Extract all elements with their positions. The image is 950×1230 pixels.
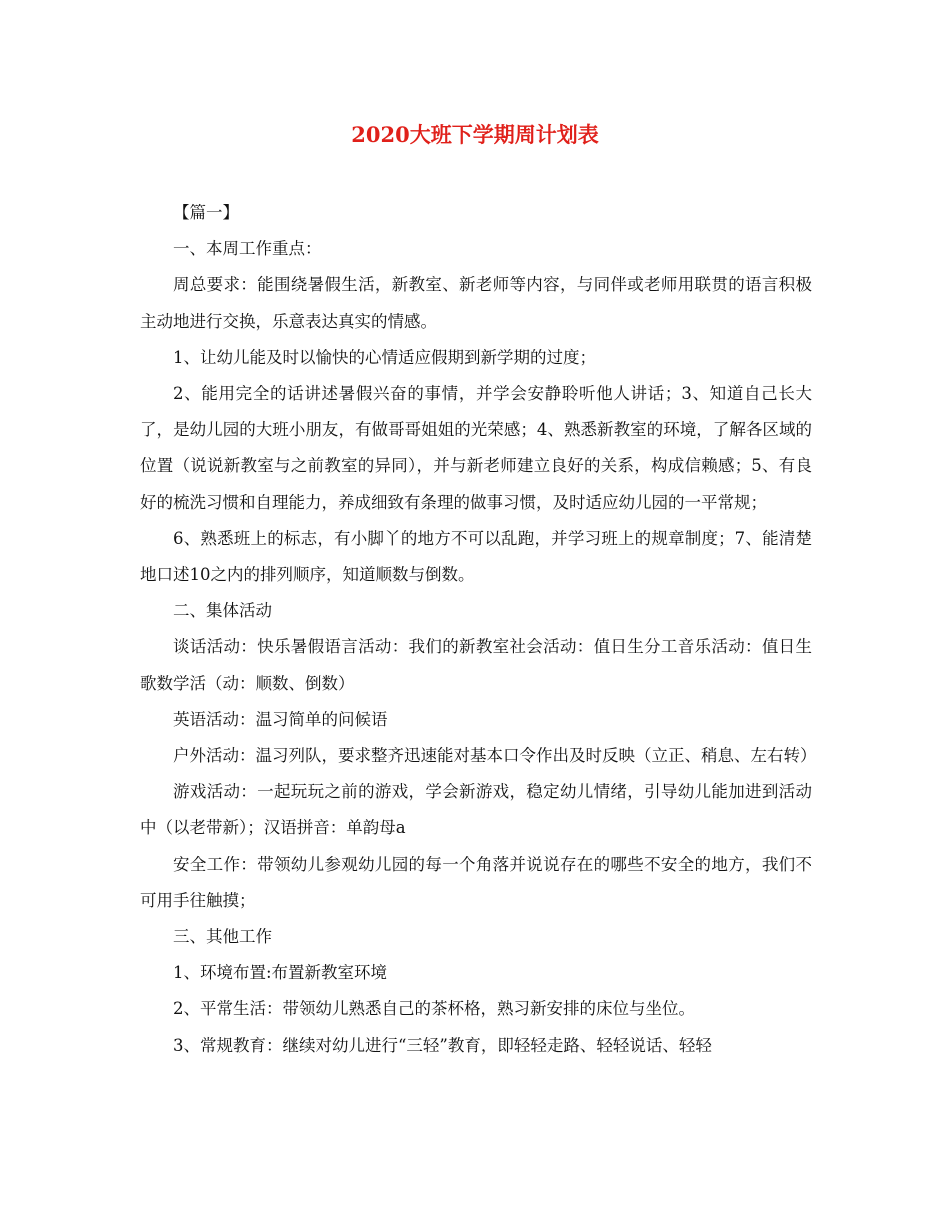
document-body <box>140 195 817 1064</box>
paragraph-items-2-5: 2、能用完全的话讲述暑假兴奋的事情，并学会安静聆听他人讲话；3、知道自己长大了，是幼儿园的大班小朋友，有做哥哥姐姐的光荣感；4、熟悉新教室的环境，了解各区域的位置（说说新教室与之前教室的异同），并与新老师建立良好的关系，构成信赖感；5、有良好的梳洗习惯和自理能力，养成细致有条理的做事习惯，及时适应幼儿园的一平常规； <box>140 384 812 512</box>
paragraph-safety-work: 安全工作：带领幼儿参观幼儿园的每一个角落并说说存在的哪些不安全的地方，我们不可用手往触摸； <box>140 854 812 910</box>
paragraph-environment: 1、环境布置:布置新教室环境 <box>173 963 388 983</box>
paragraph-daily-life: 2、平常生活：带领幼儿熟悉自己的茶杯格，熟习新安排的床位与坐位。 <box>173 999 695 1019</box>
heading-other-work: 三、其他工作 <box>173 927 272 947</box>
paragraph-general-requirement: 周总要求：能围绕暑假生活，新教室、新老师等内容，与同伴或老师用联贯的语言积极主动地进行交换，乐意表达真实的情感。 <box>140 275 812 331</box>
heading-group-activities: 二、集体活动 <box>173 601 272 621</box>
paragraph-item-1: 1、让幼儿能及时以愉快的心情适应假期到新学期的过度； <box>173 347 596 367</box>
heading-weekly-focus: 一、本周工作重点： <box>173 239 322 259</box>
paragraph-routine-education: 3、常规教育：继续对幼儿进行“三轻”教育，即轻轻走路、轻轻说话、轻轻 <box>173 1035 712 1055</box>
paragraph-talk-activities: 谈话活动：快乐暑假语言活动：我们的新教室社会活动：值日生分工音乐活动：值日生歌数学活（动：顺数、倒数） <box>140 637 812 693</box>
paragraph-outdoor-activity: 户外活动：温习列队，要求整齐迅速能对基本口令作出及时反映（立正、稍息、左右转） <box>173 746 817 766</box>
paragraph-game-activity: 游戏活动：一起玩玩之前的游戏，学会新游戏，稳定幼儿情绪，引导幼儿能加进到活动中（以老带新）；汉语拼音：单韵母a <box>140 782 812 838</box>
section-label: 【篇一】 <box>173 203 239 222</box>
paragraph-english-activity: 英语活动：温习简单的问候语 <box>173 709 388 729</box>
paragraph-items-6-7: 6、熟悉班上的标志，有小脚丫的地方不可以乱跑，并学习班上的规章制度；7、能清楚地口述10之内的排列顺序，知道顺数与倒数。 <box>140 528 812 585</box>
page-title: 2020大班下学期周计划表 <box>351 122 599 147</box>
